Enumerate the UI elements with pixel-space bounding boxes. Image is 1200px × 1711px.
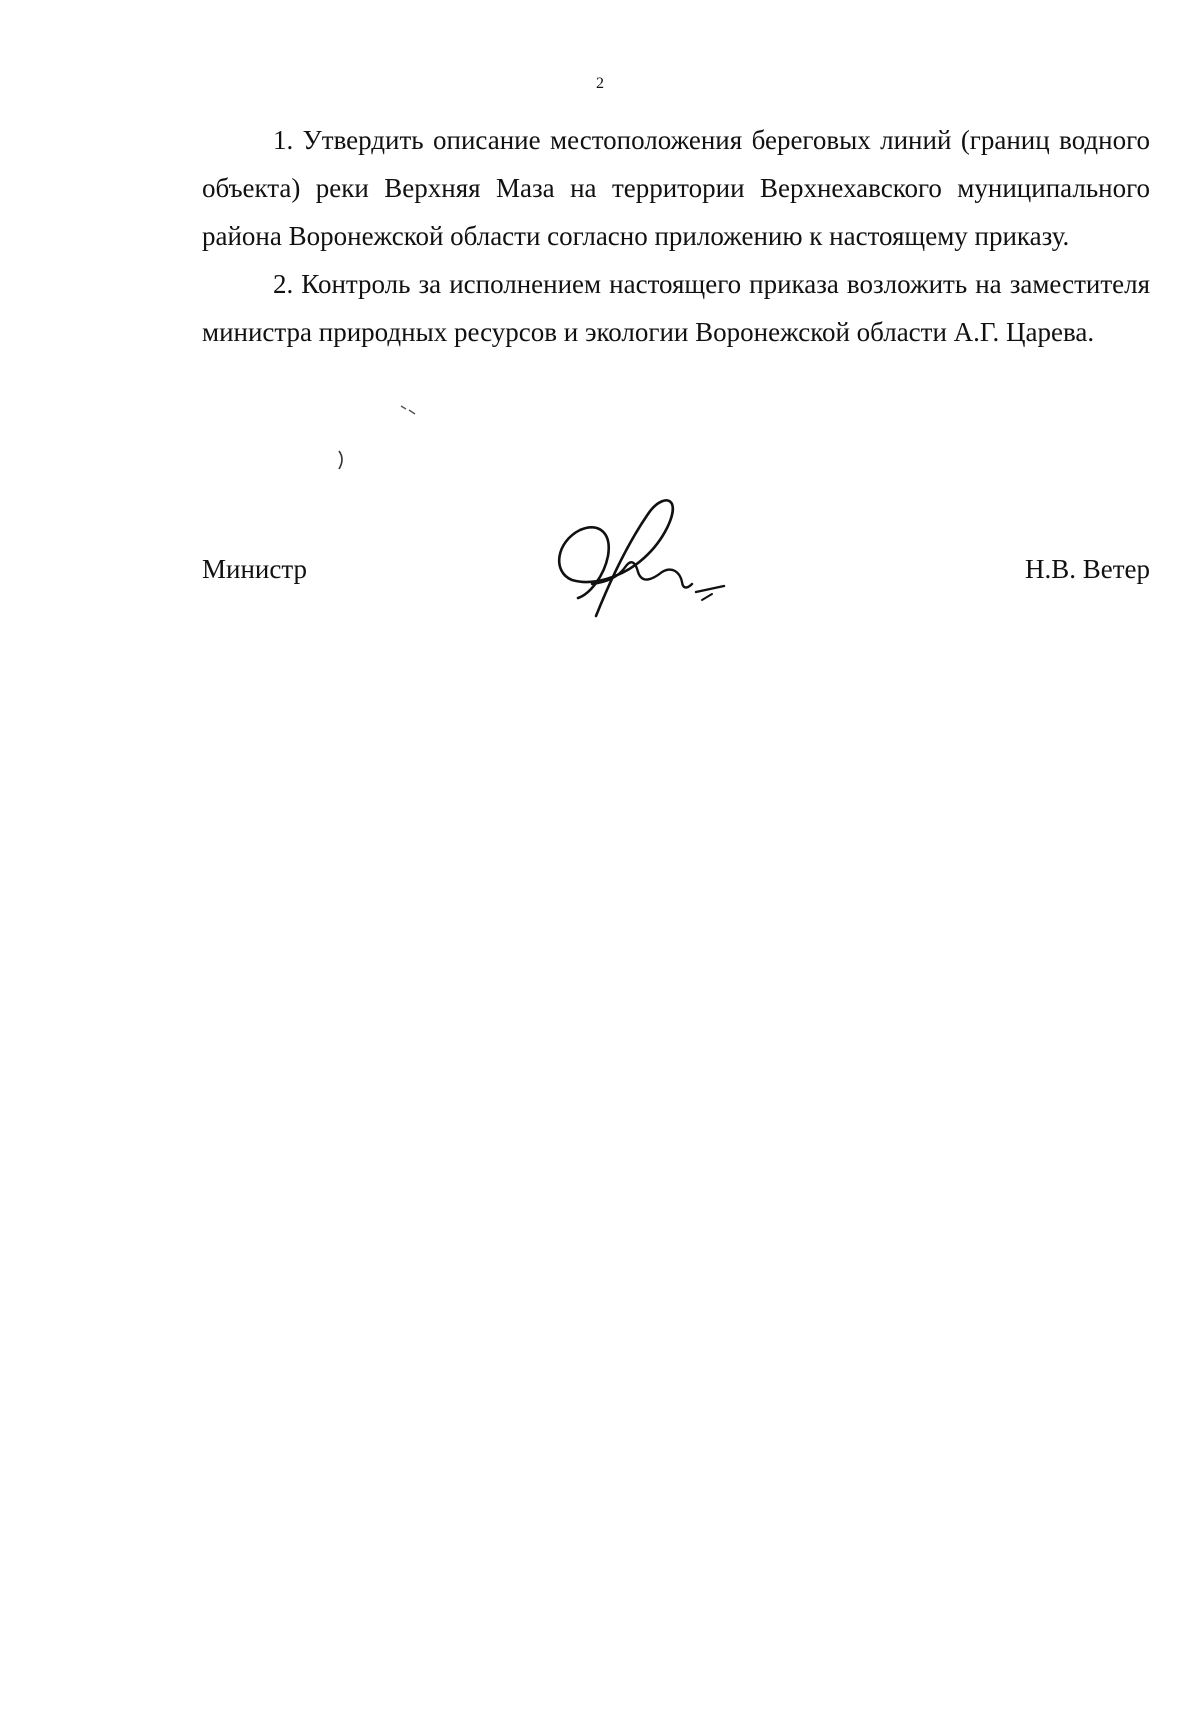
paragraph-control-assignment: 2. Контроль за исполнением настоящего приказа возложить на заместителя министра природных ресурсов и экологии Воронежской области А.Г. Царева. <box>202 269 1150 347</box>
signatory-title: Министр <box>202 554 307 584</box>
scan-speck-mark <box>400 404 418 416</box>
signatory-name: Н.В. Ветер <box>1024 554 1150 584</box>
page-number: 2 <box>596 75 604 92</box>
document-body <box>202 116 1150 356</box>
paragraph-approve-description: 1. Утвердить описание местоположения береговых линий (границ водного объекта) реки Верхняя Маза на территории Верхнехавского муниципального района Воронежской области согласно приложению к настоящему приказу. <box>202 125 1150 251</box>
handwritten-signature <box>552 494 752 624</box>
scan-speck-bracket <box>336 449 348 471</box>
